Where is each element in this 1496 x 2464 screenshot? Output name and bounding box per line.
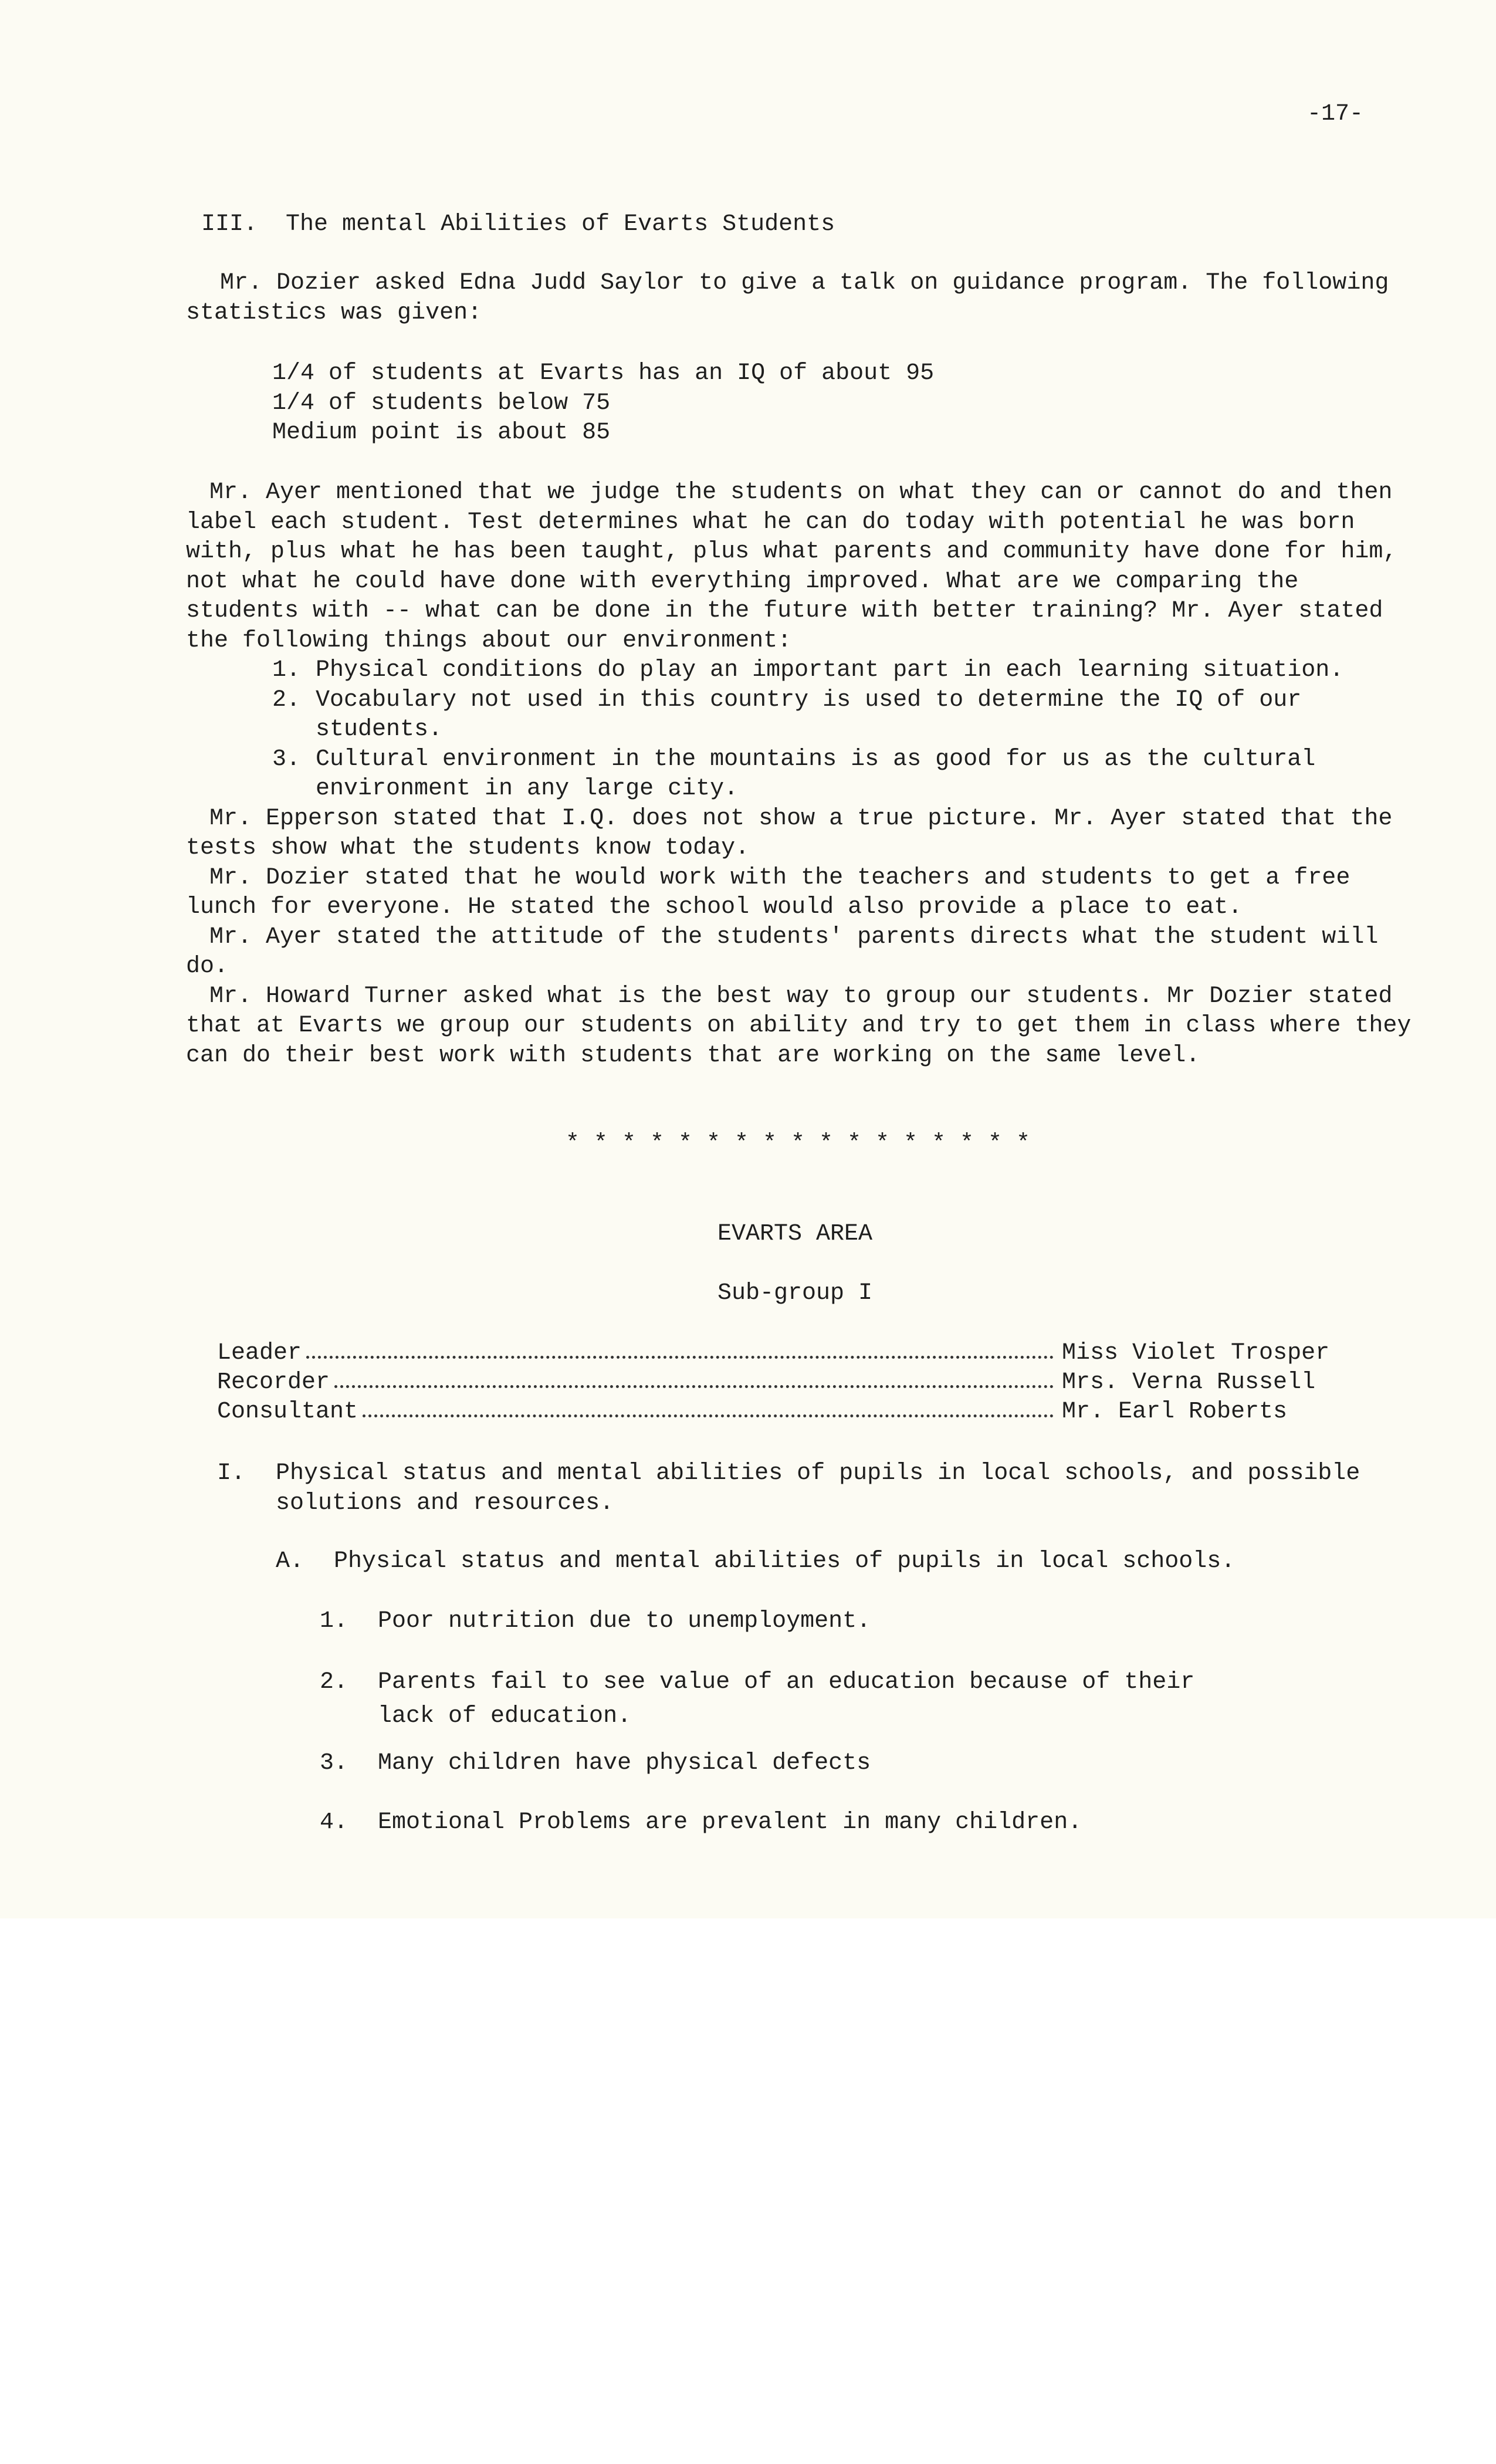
topic-item: I. Physical status and mental abilities of pupils in local schools, and possible solutions and resources. bbox=[217, 1460, 1360, 1517]
intro-text: Mr. Dozier asked Edna Judd Saylor to give a talk on guidance program. The following statistics was given: bbox=[186, 270, 1389, 326]
paragraph: Mr. Epperson stated that I.Q. does not show a true picture. Mr. Ayer stated that the tests show what the students know today. bbox=[186, 805, 1393, 861]
point-item: 1. Poor nutrition due to unemployment. bbox=[320, 1608, 871, 1634]
role-recorder: Recorder Mrs. Verna Russell bbox=[217, 1369, 1316, 1396]
ayer-paragraph: Mr. Ayer mentioned that we judge the students on what they can or cannot do and then label each student. Test determines what he can do today with potential he was born with, plus what he has been taught, plus what parents and community have done for him, not what he could have done with everything improved. What are we comparing the students with -- what can be done in the future with better training? Mr. Ayer stated the following things about our environment: bbox=[186, 479, 1397, 654]
intro-paragraph bbox=[186, 269, 1406, 328]
paragraph: Mr. Howard Turner asked what is the best way to group our students. Mr Dozier stated that at Evarts we group our students on ability and try to get them in class where they can do their best work with students that are working on the same level. bbox=[186, 983, 1412, 1069]
environment-item: 1. Physical conditions do play an important part in each learning situation. bbox=[272, 657, 1344, 683]
paragraph: Mr. Ayer stated the attitude of the students' parents directs what the student will do. bbox=[186, 923, 1379, 980]
point-item: 4. Emotional Problems are prevalent in many children. bbox=[320, 1809, 1082, 1836]
dot-leader bbox=[334, 1385, 1054, 1388]
point-item: 2. Parents fail to see value of an education because of their lack of education. bbox=[320, 1669, 1195, 1729]
subtopic-item: A. Physical status and mental abilities of pupils in local schools. bbox=[276, 1548, 1236, 1575]
dot-leader bbox=[306, 1356, 1054, 1359]
environment-item: 3. Cultural environment in the mountains is as good for us as the cultural environment in any large city. bbox=[272, 746, 1316, 802]
role-consultant: Consultant Mr. Earl Roberts bbox=[217, 1399, 1288, 1425]
stat-item: Medium point is about 85 bbox=[272, 419, 611, 446]
discussion-body bbox=[186, 478, 1412, 1071]
paragraph: Mr. Dozier stated that he would work with the teachers and students to get a free lunch for everyone. He stated the school would also provide a place to eat. bbox=[186, 864, 1351, 920]
dot-leader bbox=[363, 1414, 1054, 1417]
area-title: EVARTS AREA bbox=[717, 1221, 873, 1247]
star-separator: * * * * * * * * * * * * * * * * * bbox=[565, 1131, 1031, 1157]
statistics-list bbox=[272, 359, 1328, 448]
environment-item: 2. Vocabulary not used in this country is used to determine the IQ of our students. bbox=[272, 686, 1302, 743]
environment-list bbox=[272, 656, 1412, 804]
point-item: 3. Many children have physical defects bbox=[320, 1750, 871, 1776]
roles-list bbox=[217, 1339, 1390, 1427]
subgroup-title: Sub-group I bbox=[717, 1280, 873, 1307]
role-leader: Leader Miss Violet Trosper bbox=[217, 1340, 1330, 1366]
stat-item: 1/4 of students below 75 bbox=[272, 390, 611, 417]
page-number: -17- bbox=[1307, 101, 1364, 127]
section-heading: III. The mental Abilities of Evarts Students bbox=[201, 211, 835, 238]
stat-item: 1/4 of students at Evarts has an IQ of about 95 bbox=[272, 360, 935, 387]
